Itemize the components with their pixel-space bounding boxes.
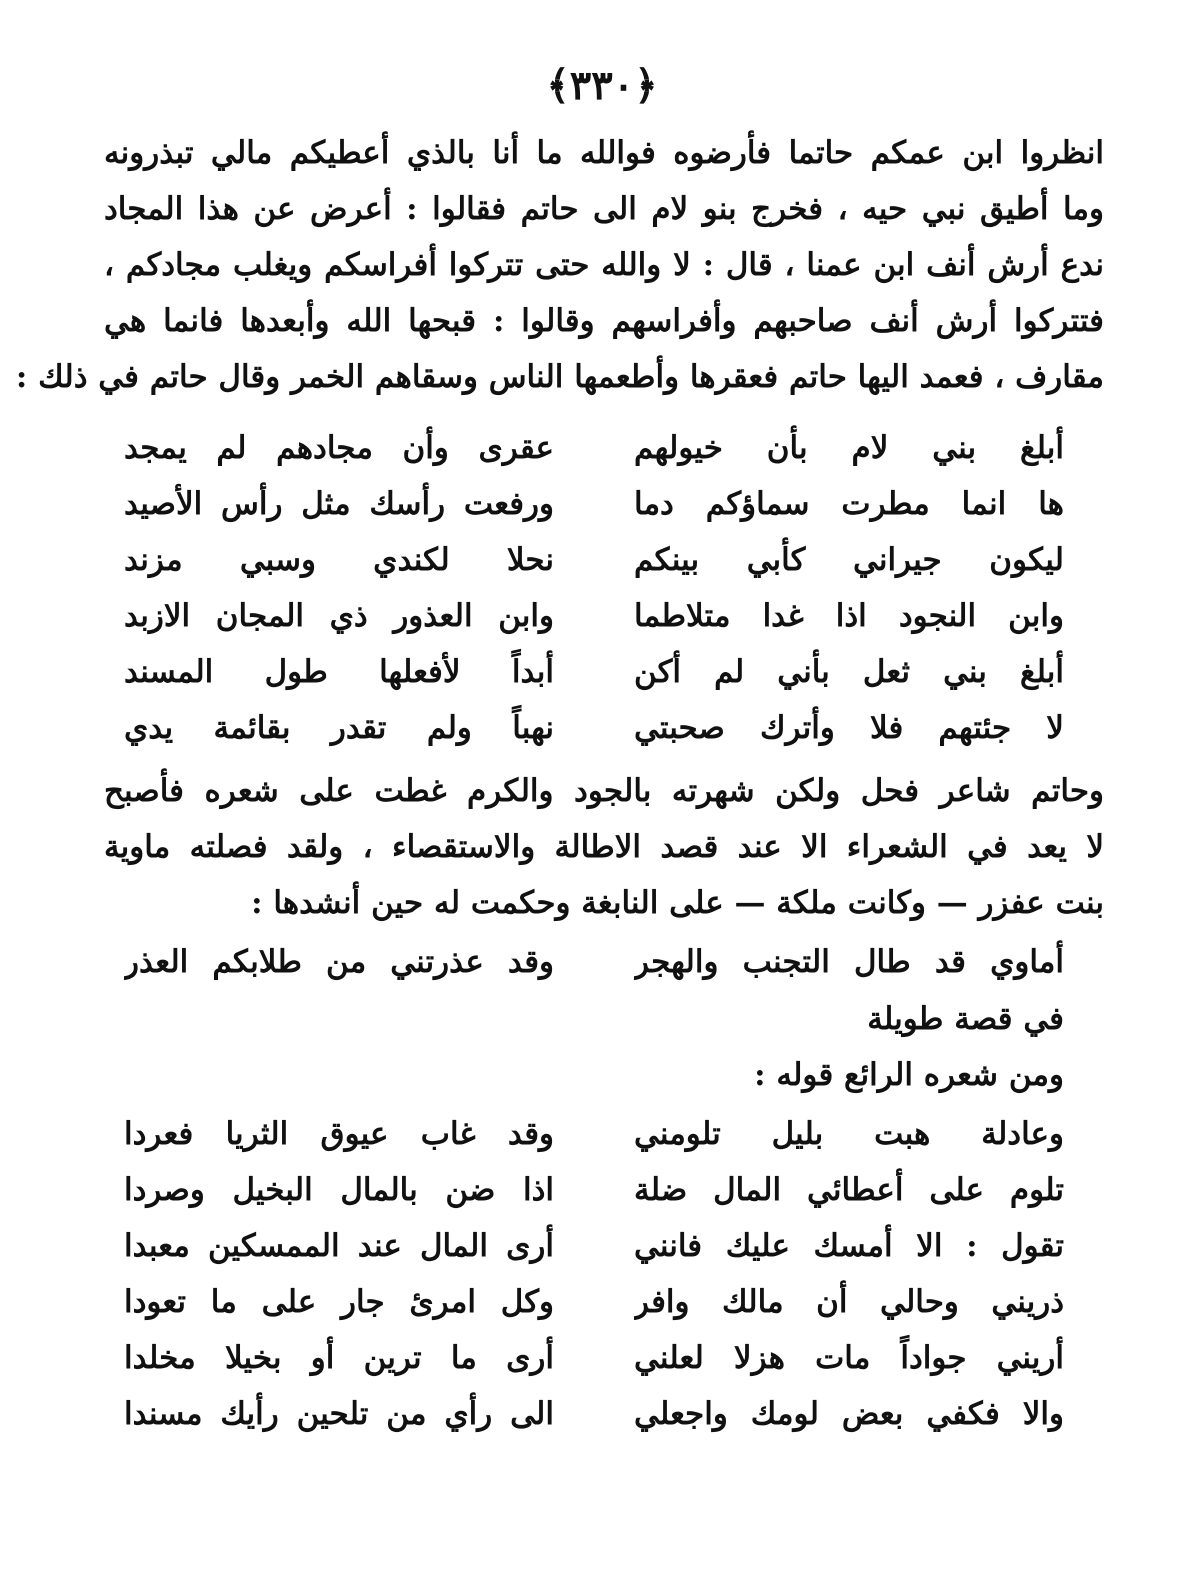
intro-line: ومن شعره الرائع قوله : bbox=[754, 1057, 1064, 1093]
paragraph-line: انظروا ابن عمكم حاتما فأرضوه فوالله ما أنا بالذي أعطيكم مالي تبذرونه bbox=[104, 135, 1104, 171]
verse bbox=[104, 1108, 1104, 1160]
verse bbox=[104, 1220, 1104, 1272]
first-hemistich: وعادلة هبت بليل تلومني bbox=[634, 1116, 1064, 1152]
first-hemistich: أبلغ بني ثعل بأني لم أكن bbox=[634, 654, 1064, 690]
verse bbox=[104, 936, 1104, 988]
paragraph-line: فتتركوا أرش أنف صاحبهم وأفراسهم وقالوا : قبحها الله وأبعدها فانما هي bbox=[104, 303, 1104, 339]
second-hemistich: الى رأي من تلحين رأيك مسندا bbox=[124, 1396, 554, 1432]
first-hemistich: تقول : الا أمسك عليك فانني bbox=[634, 1228, 1064, 1264]
verse bbox=[104, 1276, 1104, 1328]
first-hemistich: أماوي قد طال التجنب والهجر bbox=[634, 944, 1064, 980]
verse bbox=[104, 1164, 1104, 1216]
paragraph-line: ندع أرش أنف ابن عمنا ، قال : لا والله حتى تتركوا أفراسكم ويغلب مجادكم ، bbox=[104, 247, 1104, 283]
first-hemistich: وابن النجود اذا غدا متلاطما bbox=[634, 598, 1064, 634]
first-hemistich: أريني جواداً مات هزلا لعلني bbox=[634, 1340, 1064, 1376]
second-hemistich: وقد عذرتني من طلابكم العذر bbox=[124, 944, 554, 980]
first-hemistich: أبلغ بني لام بأن خيولهم bbox=[634, 430, 1064, 466]
paragraph-line: مقارف ، فعمد اليها حاتم فعقرها وأطعمها الناس وسقاهم الخمر وقال حاتم في ذلك : bbox=[15, 359, 1104, 395]
second-hemistich: نحلا لكندي وسبي مزند bbox=[124, 542, 554, 578]
second-hemistich: اذا ضن بالمال البخيل وصردا bbox=[124, 1172, 554, 1208]
verse bbox=[104, 702, 1104, 754]
verse bbox=[104, 1388, 1104, 1440]
verse bbox=[104, 478, 1104, 530]
second-hemistich: نهباً ولم تقدر بقائمة يدي bbox=[124, 710, 554, 746]
verse bbox=[104, 1332, 1104, 1384]
paragraph-line: بنت عفزر — وكانت ملكة — على النابغة وحكمت له حين أنشدها : bbox=[251, 885, 1104, 921]
second-hemistich: أرى المال عند الممسكين معبدا bbox=[124, 1228, 554, 1264]
verse bbox=[104, 590, 1104, 642]
second-hemistich: عقرى وأن مجادهم لم يمجد bbox=[124, 430, 554, 466]
first-hemistich: ليكون جيراني كأبي بينكم bbox=[634, 542, 1064, 578]
second-hemistich: وقد غاب عيوق الثريا فعردا bbox=[124, 1116, 554, 1152]
paragraph-line: وحاتم شاعر فحل ولكن شهرته بالجود والكرم غطت على شعره فأصبح bbox=[104, 773, 1104, 809]
verse bbox=[104, 646, 1104, 698]
second-hemistich: وابن العذور ذي المجان الازبد bbox=[124, 598, 554, 634]
paragraph-line: لا يعد في الشعراء الا عند قصد الاطالة والاستقصاء ، ولقد فصلته ماوية bbox=[104, 829, 1104, 865]
paragraph-line: وما أطيق نبي حيه ، فخرج بنو لام الى حاتم فقالوا : أعرض عن هذا المجاد bbox=[104, 191, 1104, 227]
first-hemistich: ها انما مطرت سماؤكم دما bbox=[634, 486, 1064, 522]
page-number: ﴿٣٣٠﴾ bbox=[546, 62, 658, 109]
first-hemistich: لا جئتهم فلا وأترك صحبتي bbox=[634, 710, 1064, 746]
verse bbox=[104, 422, 1104, 474]
second-hemistich: وكل امرئ جار على ما تعودا bbox=[124, 1284, 554, 1320]
verse bbox=[104, 534, 1104, 586]
second-hemistich: أبداً لأفعلها طول المسند bbox=[124, 654, 554, 690]
second-hemistich: ورفعت رأسك مثل رأس الأصيد bbox=[124, 486, 554, 522]
first-hemistich: تلوم على أعطائي المال ضلة bbox=[634, 1172, 1064, 1208]
second-hemistich: أرى ما ترين أو بخيلا مخلدا bbox=[124, 1340, 554, 1376]
story-note: في قصة طويلة bbox=[867, 1001, 1064, 1037]
first-hemistich: والا فكفي بعض لومك واجعلي bbox=[634, 1396, 1064, 1432]
first-hemistich: ذريني وحالي أن مالك وافر bbox=[634, 1284, 1064, 1320]
